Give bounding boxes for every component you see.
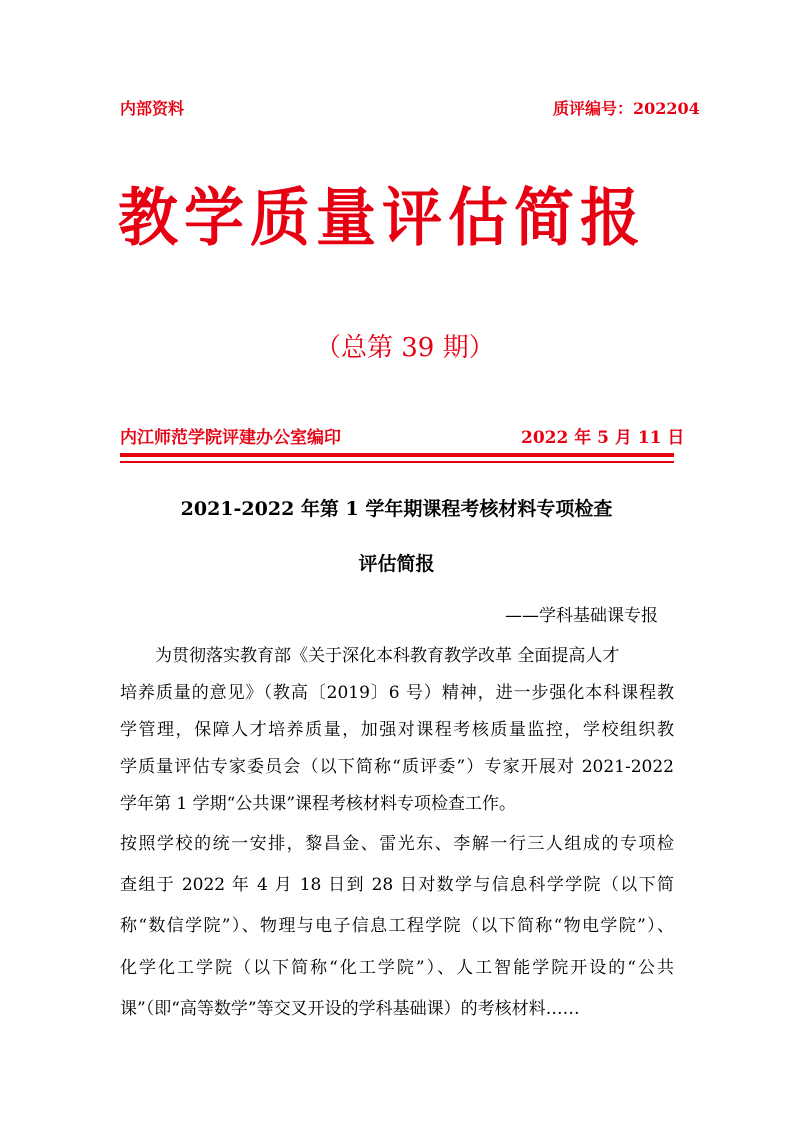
paragraph-1-line: 学质量评估专家委员会（以下简称“质评委”）专家开展对 2021-2022 <box>120 757 674 777</box>
paragraph-2-line: 课”（即“高等数学”等交叉开设的学科基础课）的考核材料…… <box>120 999 580 1019</box>
paragraph-2-line: 按照学校的统一安排，黎昌金、雷光东、李解一行三人组成的专项检 <box>120 834 674 854</box>
paragraph-2-line: 化学化工学院（以下简称“化工学院”）、人工智能学院开设的“公共 <box>120 958 674 978</box>
paragraph-1-line: 培养质量的意见》（教高〔2019〕6 号）精神，进一步强化本科课程教 <box>120 683 674 703</box>
paragraph-2-line: 查组于 2022 年 4 月 18 日到 28 日对数学与信息科学学院（以下简 <box>120 875 674 895</box>
header-rule-thick <box>120 453 674 457</box>
internal-material-label: 内部资料 <box>120 99 185 118</box>
publisher-line: 内江师范学院评建办公室编印 <box>120 428 341 448</box>
masthead-title: 教学质量评估简报 <box>118 181 646 256</box>
article-title-line-2: 评估简报 <box>358 553 435 575</box>
paragraph-1-line: 学管理，保障人才培养质量，加强对课程考核质量监控，学校组织教 <box>120 720 674 740</box>
paragraph-1-line: 学年第 1 学期“公共课”课程考核材料专项检查工作。 <box>120 794 517 814</box>
reference-number: 质评编号：202204 <box>553 99 700 118</box>
paragraph-2-line: 称“数信学院”）、物理与电子信息工程学院（以下简称“物电学院”）、 <box>120 916 674 936</box>
paragraph-1-line: 为贯彻落实教育部《关于深化本科教育教学改革 全面提高人才 <box>155 646 620 666</box>
publication-date: 2022 年 5 月 11 日 <box>521 428 685 448</box>
issue-number: （总第 39 期） <box>315 333 495 363</box>
article-subtitle: ——学科基础课专报 <box>505 606 658 626</box>
header-rule-thin <box>120 461 674 463</box>
article-title-line-1: 2021-2022 年第 1 学年期课程考核材料专项检查 <box>180 498 613 520</box>
